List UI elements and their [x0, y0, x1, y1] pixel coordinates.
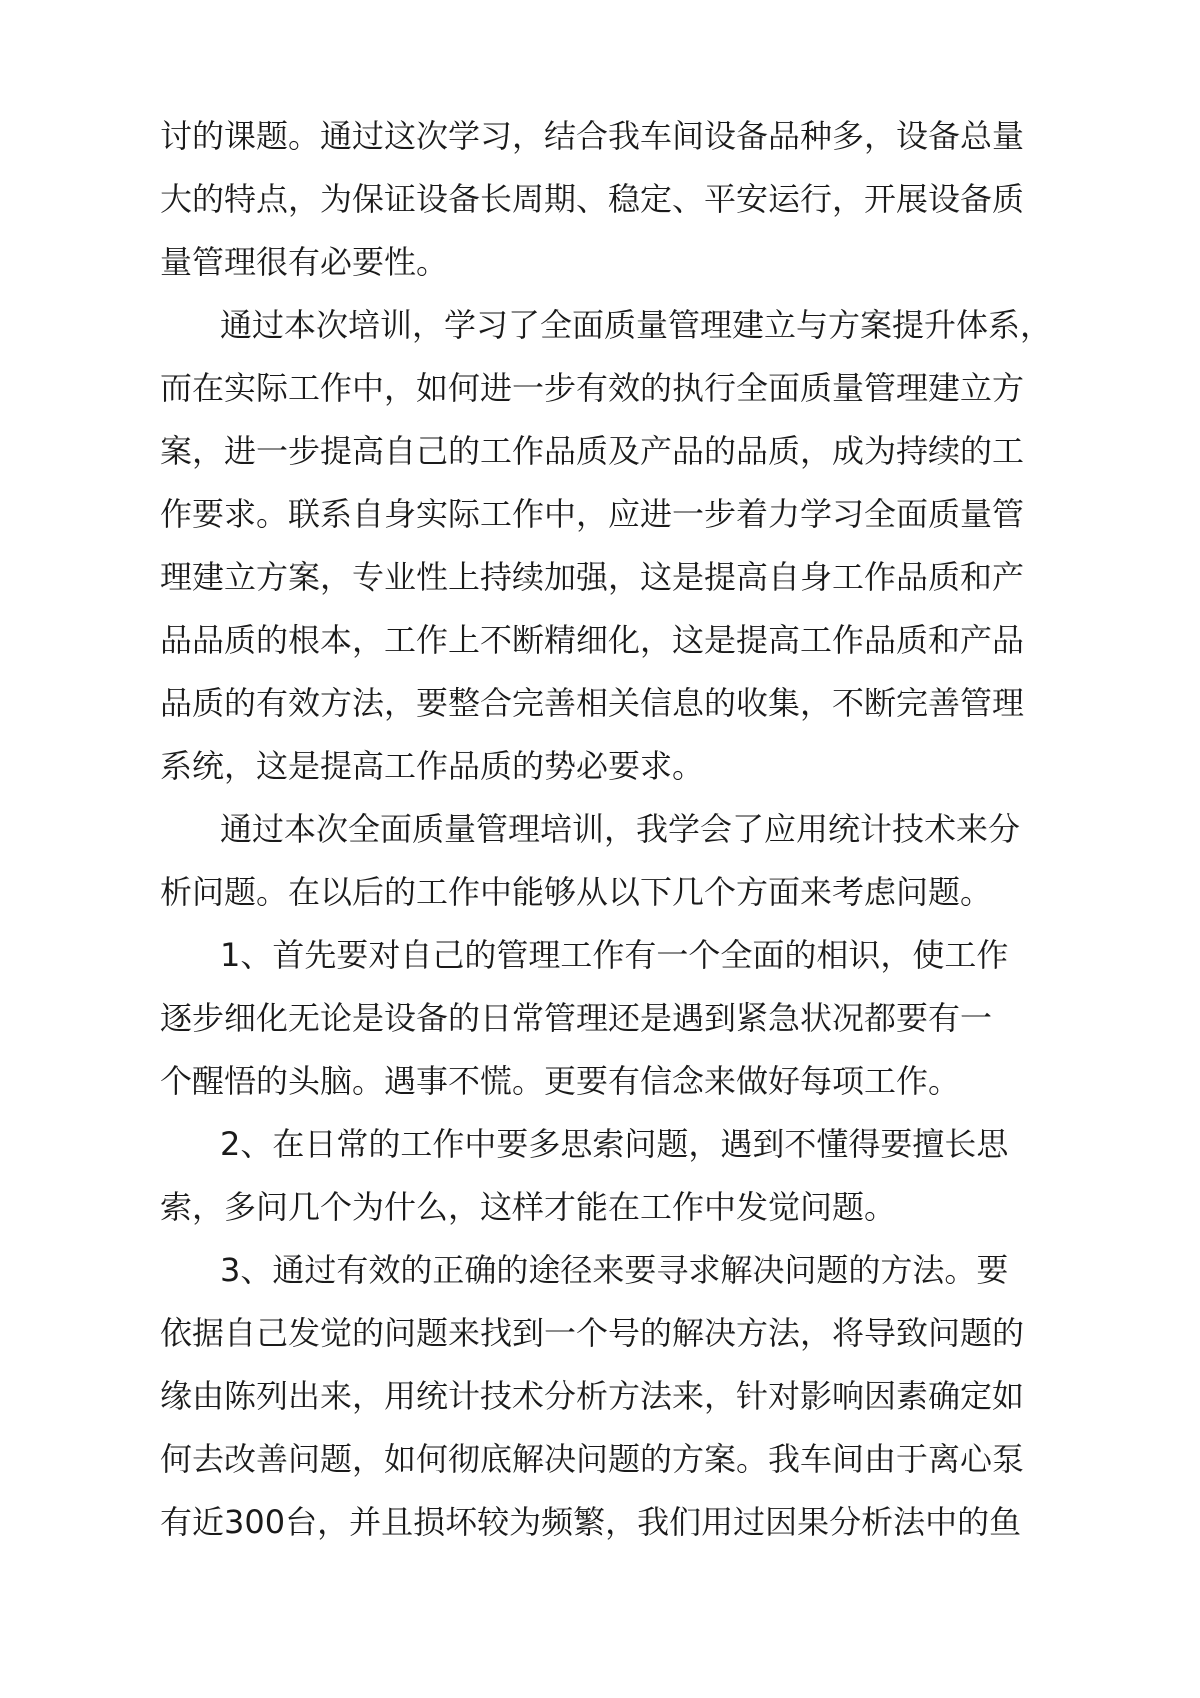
text-line: 依据自己发觉的问题来找到一个号的解决方法，将导致问题的: [160, 1314, 1025, 1352]
text-line: 有近300台，并且损坏较为频繁，我们用过因果分析法中的鱼: [160, 1503, 1022, 1541]
text-line: 大的特点，为保证设备长周期、稳定、平安运行，开展设备质: [160, 180, 1025, 218]
text-line: 品质的有效方法，要整合完善相关信息的收集，不断完善管理: [160, 684, 1025, 722]
text-line: 通过本次培训，学习了全面质量管理建立与方案提升体系，: [220, 306, 1053, 344]
text-line: 1、首先要对自己的管理工作有一个全面的相识，使工作: [220, 936, 1009, 974]
text-line: 个醒悟的头脑。遇事不慌。更要有信念来做好每项工作。: [160, 1062, 961, 1100]
text-line: 量管理很有必要性。: [160, 243, 449, 281]
text-line: 2、在日常的工作中要多思索问题，遇到不懂得要擅长思: [220, 1125, 1009, 1163]
text-line: 而在实际工作中，如何进一步有效的执行全面质量管理建立方: [160, 369, 1025, 407]
text-line: 理建立方案，专业性上持续加强，这是提高自身工作品质和产: [160, 558, 1025, 596]
text-line: 缘由陈列出来，用统计技术分析方法来，针对影响因素确定如: [160, 1377, 1025, 1415]
text-line: 品品质的根本，工作上不断精细化，这是提高工作品质和产品: [160, 621, 1025, 659]
text-line: 何去改善问题，如何彻底解决问题的方案。我车间由于离心泵: [160, 1440, 1025, 1478]
text-line: 逐步细化无论是设备的日常管理还是遇到紧急状况都要有一: [160, 999, 993, 1037]
text-line: 通过本次全面质量管理培训，我学会了应用统计技术来分: [220, 810, 1021, 848]
text-line: 讨的课题。通过这次学习，结合我车间设备品种多，设备总量: [160, 117, 1025, 155]
text-line: 作要求。联系自身实际工作中，应进一步着力学习全面质量管: [160, 495, 1025, 533]
text-line: 案，进一步提高自己的工作品质及产品的品质，成为持续的工: [160, 432, 1025, 470]
text-line: 索，多问几个为什么，这样才能在工作中发觉问题。: [160, 1188, 897, 1226]
text-line: 系统，这是提高工作品质的势必要求。: [160, 747, 705, 785]
text-line: 3、通过有效的正确的途径来要寻求解决问题的方法。要: [220, 1251, 1009, 1289]
text-line: 析问题。在以后的工作中能够从以下几个方面来考虑问题。: [160, 873, 993, 911]
